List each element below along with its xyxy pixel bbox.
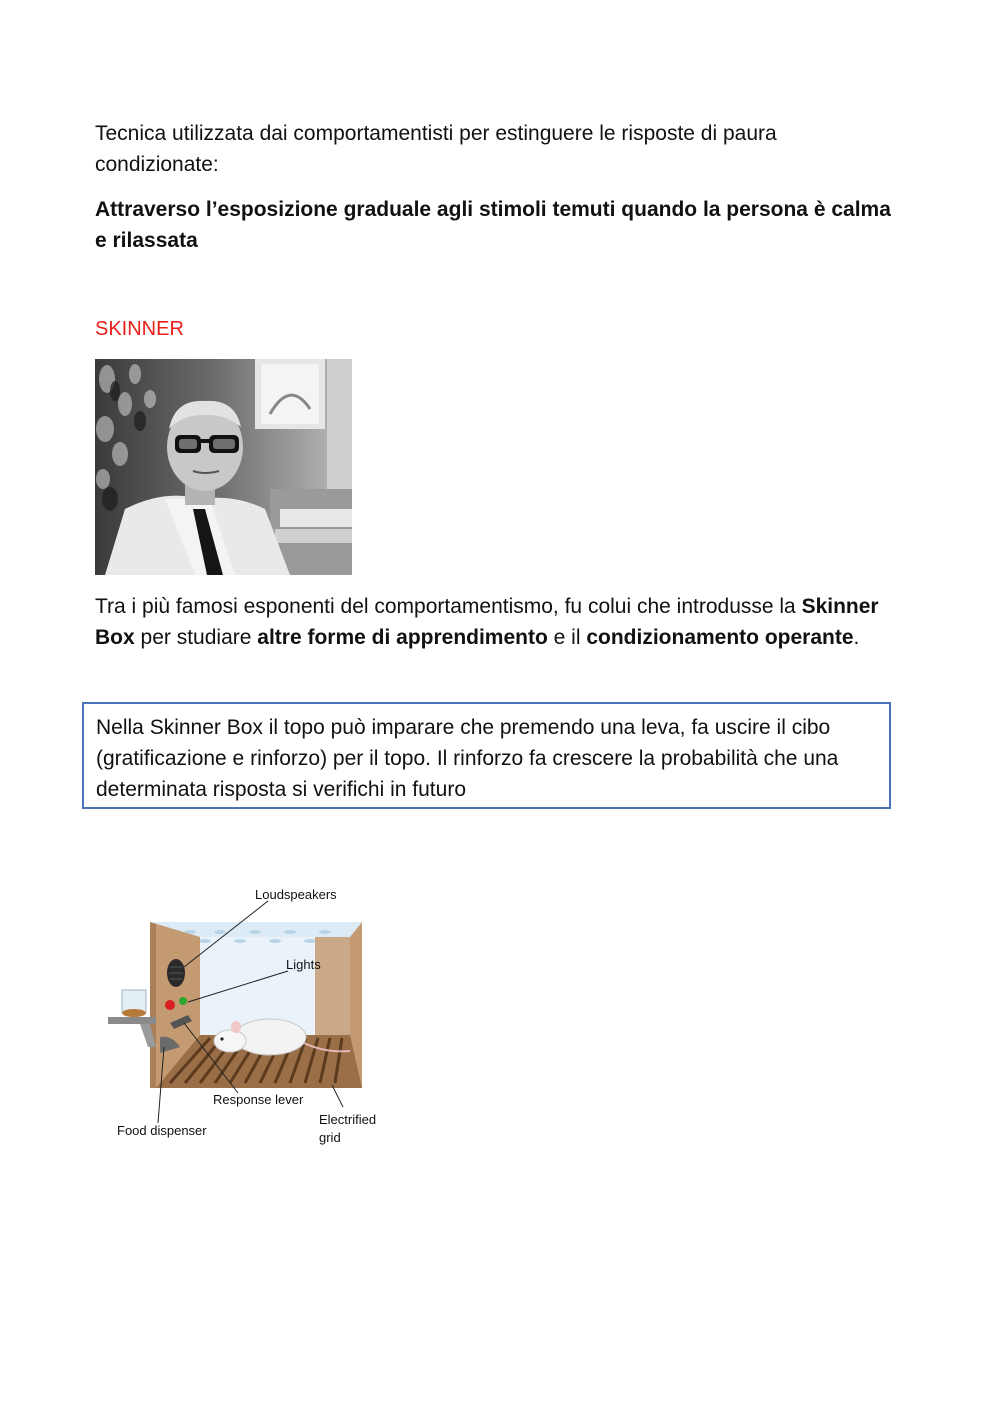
description-text-1: Tra i più famosi esponenti del comportamentismo, fu colui che introdusse la: [95, 595, 802, 618]
description-text-2: per studiare: [134, 626, 258, 649]
intro-question: Tecnica utilizzata dai comportamentisti per estinguere le risposte di paura condizionate:: [95, 122, 777, 176]
label-loudspeakers: Loudspeakers: [255, 887, 337, 902]
description-paragraph: [95, 591, 900, 653]
label-grid: grid: [319, 1130, 341, 1145]
description-bold-operant: condizionamento operante: [586, 626, 854, 649]
skinner-portrait: [95, 359, 352, 575]
label-response-lever: Response lever: [213, 1092, 304, 1107]
skinner-box-diagram: [100, 875, 400, 1155]
label-lights: Lights: [286, 957, 321, 972]
section-heading: SKINNER: [95, 318, 184, 340]
description-bold-skinner-box: Skinner Box: [95, 595, 879, 649]
callout-box: Nella Skinner Box il topo può imparare che premendo una leva, fa uscire il cibo (gratificazione e rinforzo) per il topo. Il rinforzo fa crescere la probabilità che una determinata risposta si verifichi in futuro: [82, 702, 891, 809]
description-text-4: .: [853, 626, 860, 649]
label-electrified: Electrified: [319, 1112, 377, 1127]
label-food-dispenser: Food dispenser: [117, 1123, 207, 1138]
intro-answer: Attraverso l’esposizione graduale agli stimoli temuti quando la persona è calma e rilassata: [95, 198, 891, 252]
description-text-3: e il: [547, 626, 587, 649]
description-bold-learning: altre forme di apprendimento: [257, 626, 548, 649]
